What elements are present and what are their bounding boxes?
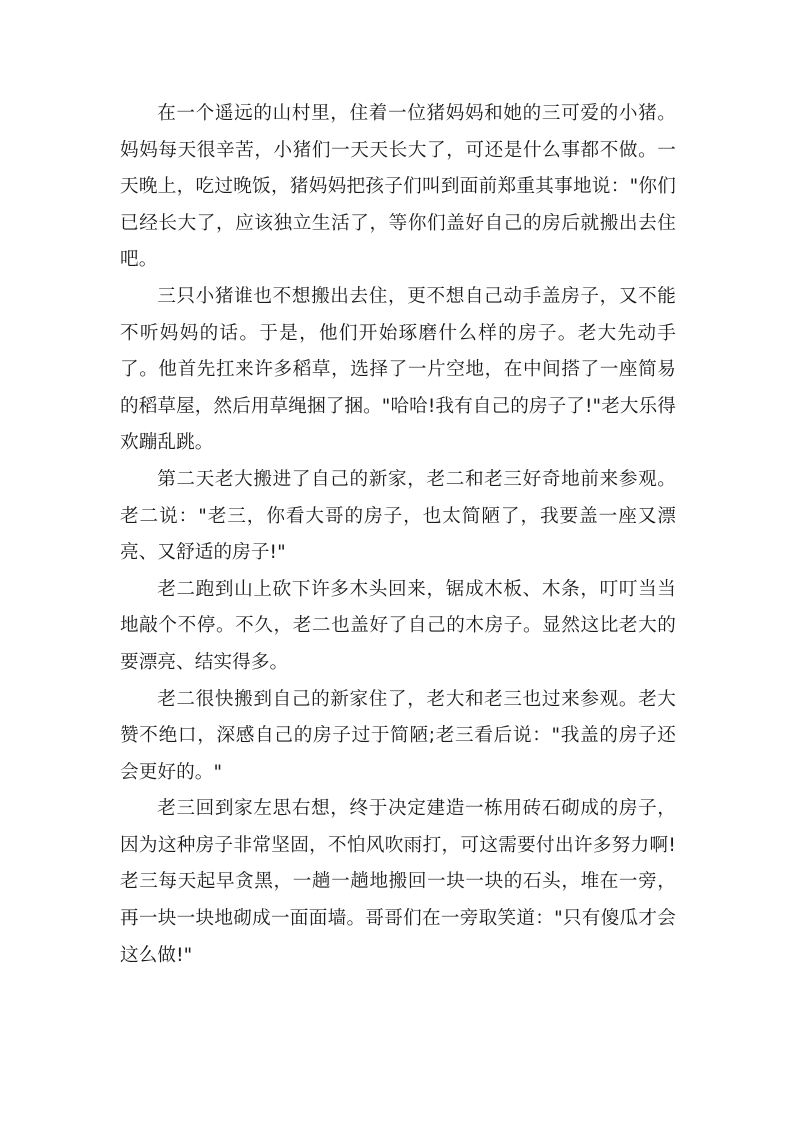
story-paragraph-2: 三只小猪谁也不想搬出去住，更不想自己动手盖房子，又不能不听妈妈的话。于是，他们开始琢磨什么样的房子。老大先动手了。他首先扛来许多稻草，选择了一片空地，在中间搭了一座简易的稻草屋，然后用草绳捆了捆。"哈哈!我有自己的房子了!"老大乐得欢蹦乱跳。 <box>120 285 676 454</box>
story-paragraph-6: 老三回到家左思右想，终于决定建造一栋用砖石砌成的房子，因为这种房子非常坚固，不怕风吹雨打，可这需要付出许多努力啊!老三每天起早贪黑，一趟一趟地搬回一块一块的石头，堆在一旁，再一块一块地砌成一面面墙。哥哥们在一旁取笑道："只有傻瓜才会这么做!" <box>120 798 676 966</box>
story-paragraph-3: 第二天老大搬进了自己的新家，老二和老三好奇地前来参观。老二说："老三，你看大哥的房子，也太简陋了，我要盖一座又漂亮、又舒适的房子!" <box>120 468 676 564</box>
story-paragraph-5: 老二很快搬到自己的新家住了，老大和老三也过来参观。老大赞不绝口，深感自己的房子过于简陋;老三看后说："我盖的房子还会更好的。" <box>120 688 676 783</box>
story-paragraph-4: 老二跑到山上砍下许多木头回来，锯成木板、木条，叮叮当当地敲个不停。不久，老二也盖好了自己的木房子。显然这比老大的要漂亮、结实得多。 <box>120 578 676 673</box>
story-paragraph-1: 在一个遥远的山村里，住着一位猪妈妈和她的三可爱的小猪。妈妈每天很辛苦，小猪们一天天长大了，可还是什么事都不做。一天晚上，吃过晚饭，猪妈妈把孩子们叫到面前郑重其事地说："你们已经长大了，应该独立生活了，等你们盖好自己的房后就搬出去住吧。 <box>120 103 676 271</box>
document-page <box>120 96 676 974</box>
